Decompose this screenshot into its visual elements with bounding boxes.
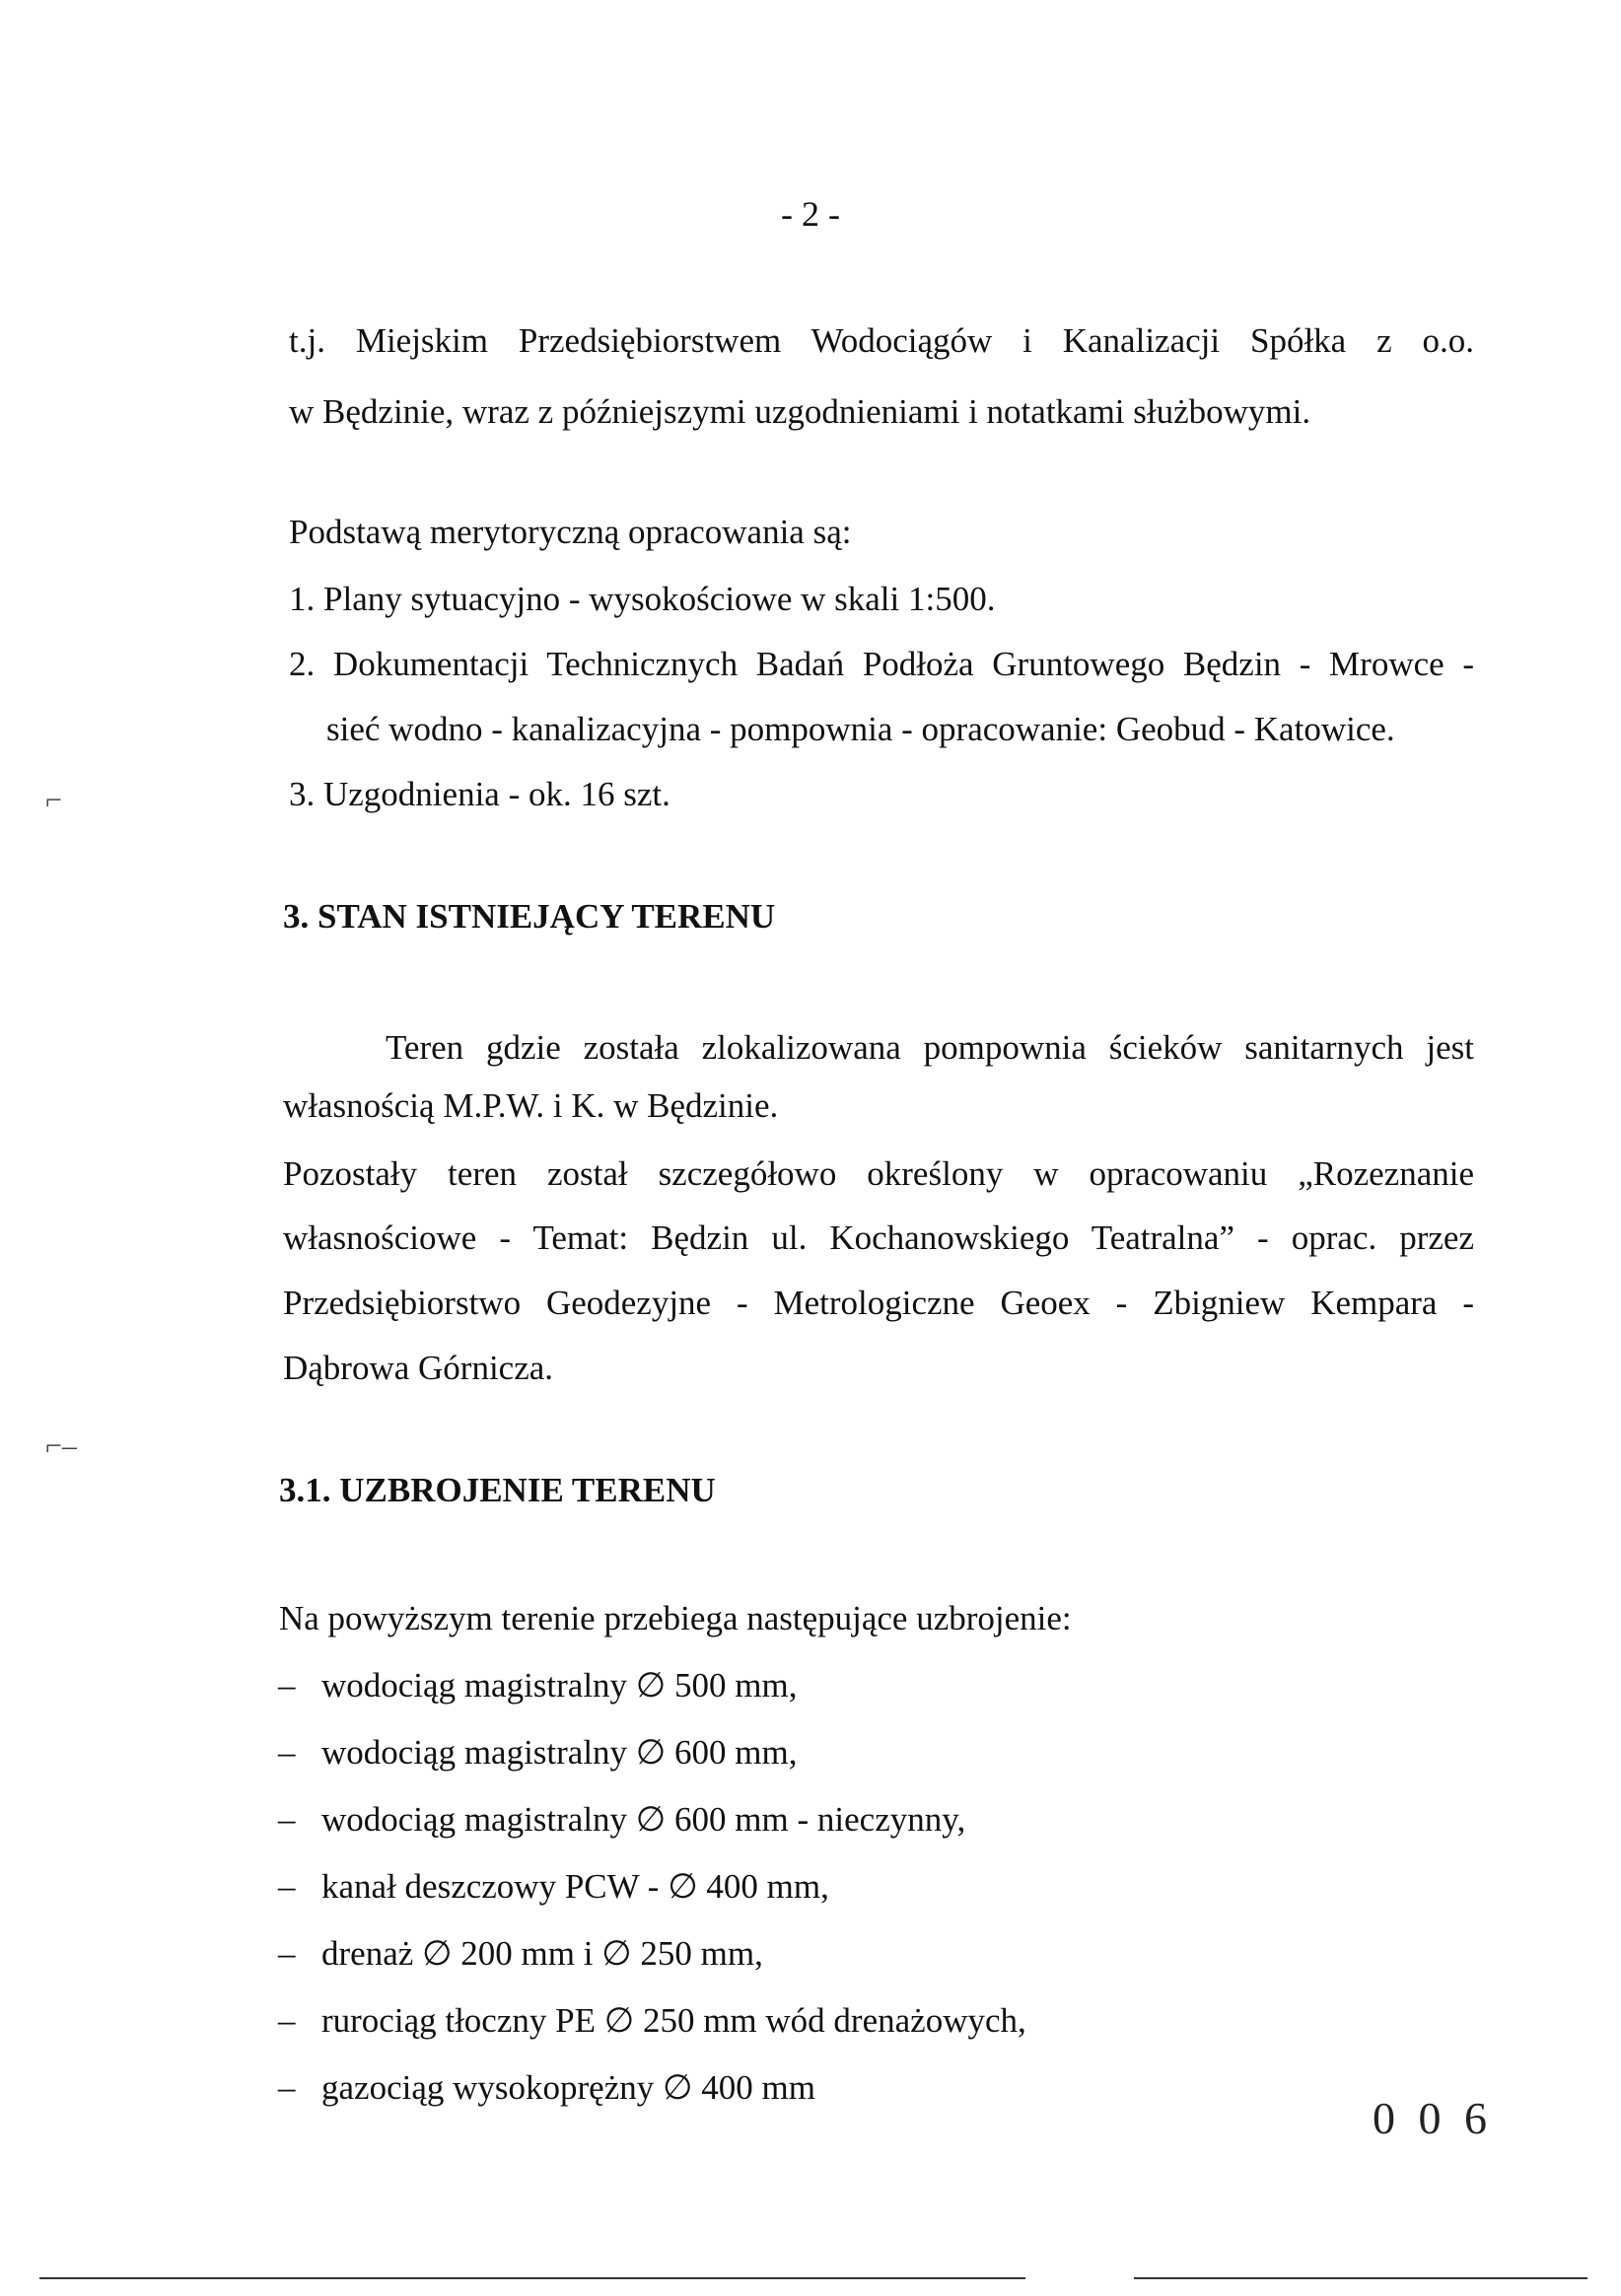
page-number: - 2 - [781, 194, 840, 234]
bottom-rule [39, 2277, 1025, 2279]
list-item [278, 1932, 763, 1976]
basis-item-2-line-1: 2. Dokumentacji Technicznych Badań Podłoża Gruntowego Będzin - Mrowce - [289, 645, 1474, 683]
intro-line-2: w Będzinie, wraz z późniejszymi uzgodnieniami i notatkami służbowymi. [289, 392, 1311, 431]
list-item-text: wodociąg magistralny ∅ 600 mm, [321, 1733, 798, 1772]
list-item [278, 1731, 798, 1774]
dash-bullet: – [278, 1666, 296, 1705]
section-3-1-title: 3.1. UZBROJENIE TERENU [279, 1471, 716, 1509]
section-3-p2-line-2: własnościowe - Temat: Będzin ul. Kochanowskiego Teatralna” - oprac. przez [283, 1218, 1474, 1257]
dash-bullet: – [278, 1867, 296, 1906]
list-item-text: gazociąg wysokoprężny ∅ 400 mm [321, 2068, 815, 2107]
section-3-p2-line-1: Pozostały teren został szczegółowo określony w opracowaniu „Rozeznanie [283, 1154, 1474, 1193]
basis-item-1: 1. Plany sytuacyjno - wysokościowe w skali 1:500. [289, 580, 996, 618]
dash-bullet: – [278, 1800, 296, 1839]
page-stamp: 0 0 6 [1373, 2093, 1493, 2143]
list-item [278, 1999, 1026, 2043]
list-item-text: kanał deszczowy PCW - ∅ 400 mm, [321, 1867, 829, 1906]
list-item-text: rurociąg tłoczny PE ∅ 250 mm wód drenażowych, [321, 2001, 1026, 2040]
basis-item-3: 3. Uzgodnienia - ok. 16 szt. [289, 775, 670, 813]
list-item [278, 1865, 829, 1909]
margin-mark: ⌐ [45, 784, 62, 816]
basis-item-2-line-2: sieć wodno - kanalizacyjna - pompownia - opracowanie: Geobud - Katowice. [326, 710, 1395, 748]
list-item-text: wodociąg magistralny ∅ 600 mm - nieczynny, [321, 1800, 966, 1839]
section-3-1-intro: Na powyższym terenie przebiega następujące uzbrojenie: [279, 1599, 1072, 1637]
basis-heading: Podstawą merytoryczną opracowania są: [289, 513, 852, 551]
dash-bullet: – [278, 2068, 296, 2107]
bottom-rule [1134, 2277, 1587, 2279]
section-3-p2-line-4: Dąbrowa Górnicza. [283, 1349, 554, 1387]
section-3-p1-line-1: Teren gdzie została zlokalizowana pompownia ścieków sanitarnych jest [386, 1028, 1474, 1067]
section-3-title: 3. STAN ISTNIEJĄCY TERENU [283, 897, 776, 936]
dash-bullet: – [278, 1733, 296, 1772]
list-item-text: drenaż ∅ 200 mm i ∅ 250 mm, [321, 1934, 763, 1973]
dash-bullet: – [278, 2001, 296, 2040]
list-item [278, 1798, 965, 1842]
dash-bullet: – [278, 1934, 296, 1973]
section-3-p2-line-3: Przedsiębiorstwo Geodezyjne - Metrologiczne Geoex - Zbigniew Kempara - [283, 1284, 1474, 1322]
margin-mark: ⌐– [45, 1429, 77, 1462]
intro-line-1: t.j. Miejskim Przedsiębiorstwem Wodociągów i Kanalizacji Spółka z o.o. [289, 321, 1474, 360]
section-3-p1-line-2: własnością M.P.W. i K. w Będzinie. [283, 1086, 779, 1125]
list-item-text: wodociąg magistralny ∅ 500 mm, [321, 1666, 798, 1705]
list-item [278, 1664, 798, 1707]
list-item [278, 2066, 815, 2110]
